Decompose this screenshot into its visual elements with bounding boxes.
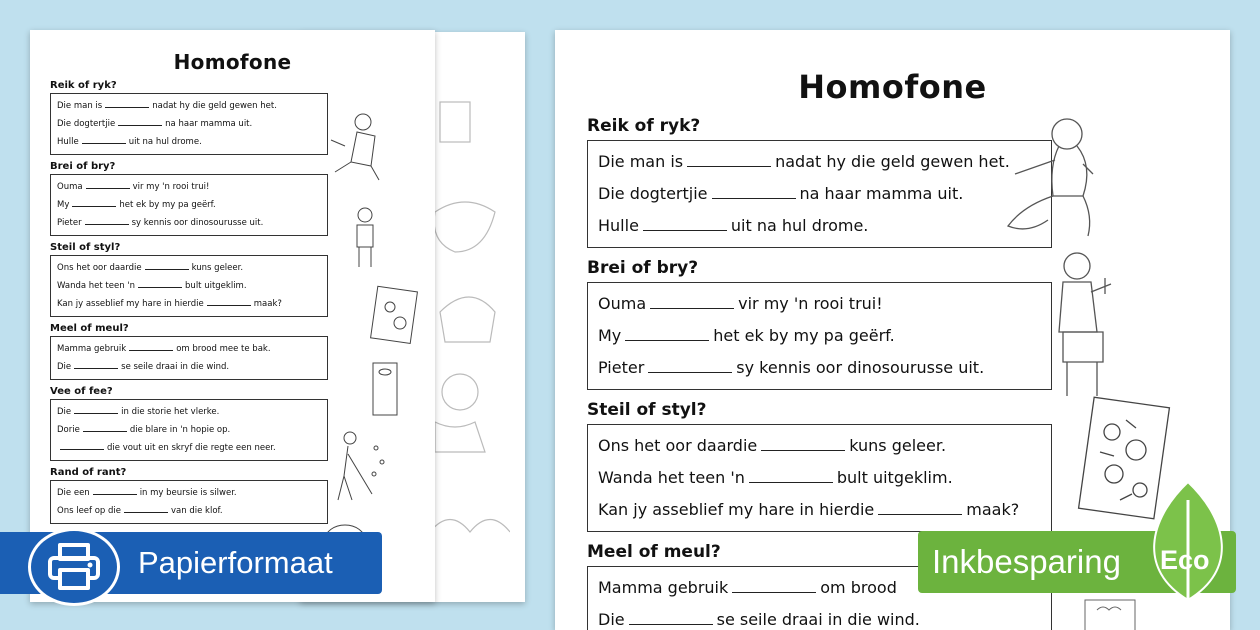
- sentence-start: Pieter: [598, 358, 645, 377]
- sentence-line: [57, 295, 321, 313]
- exercise-box: [587, 140, 1052, 248]
- sentence-end: vir my 'n rooi trui!: [132, 182, 210, 192]
- exercise-box: [50, 399, 328, 461]
- child-thinking-illustration: [995, 112, 1105, 252]
- sentence-start: Ons het oor daardie: [57, 263, 142, 273]
- sentence-end: die blare in 'n hopie op.: [129, 425, 231, 435]
- sentence-start: My: [57, 200, 70, 210]
- ink-saving-label: Inkbesparing: [932, 543, 1121, 580]
- page-title: Homofone: [798, 68, 987, 106]
- sentence-start: Dorie: [57, 425, 80, 435]
- child-thinking-illustration: [325, 110, 385, 190]
- sentence-start: Ouma: [598, 294, 647, 313]
- section-heading: Steil of styl?: [587, 400, 707, 420]
- sentence-line: [598, 462, 1041, 494]
- sentence-end: uit na hul drome.: [730, 216, 869, 235]
- answer-blank[interactable]: [650, 293, 734, 309]
- answer-blank[interactable]: [60, 441, 104, 450]
- sentence-end: sy kennis oor dinosourusse uit.: [131, 218, 264, 228]
- sentence-line: [598, 146, 1041, 178]
- knitting-boy-illustration: [1045, 248, 1125, 408]
- sentence-line: [57, 358, 321, 376]
- printer-icon: [28, 528, 120, 606]
- sentence-line: [57, 484, 321, 502]
- sentence-end: in my beursie is silwer.: [139, 488, 237, 498]
- sentence-line: [598, 178, 1041, 210]
- sentence-start: Die dogtertjie: [57, 119, 116, 129]
- worksheet-thumbnail: [30, 30, 435, 602]
- sentence-start: Die man is: [57, 101, 103, 111]
- sentence-line: [57, 439, 321, 457]
- sweeping-person-illustration: [330, 428, 390, 508]
- sentence-end: om brood: [820, 578, 897, 597]
- answer-blank[interactable]: [687, 151, 771, 167]
- answer-blank[interactable]: [643, 215, 727, 231]
- sentence-end: vir my 'n rooi trui!: [738, 294, 883, 313]
- exercise-box: [50, 480, 328, 524]
- answer-blank[interactable]: [749, 467, 833, 483]
- sentence-start: Die een: [57, 488, 90, 498]
- answer-blank[interactable]: [83, 423, 127, 432]
- answer-blank[interactable]: [105, 99, 149, 108]
- answer-blank[interactable]: [85, 216, 129, 225]
- exercise-box: [50, 93, 328, 155]
- sentence-line: [57, 178, 321, 196]
- sentence-end: het ek by my pa geërf.: [713, 326, 895, 345]
- sentence-start: Mamma gebruik: [57, 344, 127, 354]
- sentence-start: Ons het oor daardie: [598, 436, 758, 455]
- sentence-line: [598, 288, 1041, 320]
- paper-format-badge[interactable]: [0, 532, 382, 594]
- sentence-line: [57, 502, 321, 520]
- sentence-start: Hulle: [57, 137, 79, 147]
- section-heading: Brei of bry?: [587, 258, 699, 278]
- exercise-box: [587, 282, 1052, 390]
- sentence-line: [598, 352, 1041, 384]
- art-canvas-illustration: [370, 285, 420, 345]
- sentence-start: My: [598, 326, 622, 345]
- section-heading: Meel of meul?: [50, 323, 129, 334]
- sentence-line: [57, 277, 321, 295]
- sentence-line: [598, 430, 1041, 462]
- sentence-end: sy kennis oor dinosourusse uit.: [736, 358, 985, 377]
- section-heading: Steil of styl?: [50, 242, 121, 253]
- sentence-start: Mamma gebruik: [598, 578, 729, 597]
- answer-blank[interactable]: [629, 609, 713, 625]
- sentence-line: [57, 97, 321, 115]
- answer-blank[interactable]: [118, 117, 162, 126]
- answer-blank[interactable]: [761, 435, 845, 451]
- sentence-start: Die: [57, 362, 72, 372]
- section-heading: Reik of ryk?: [50, 80, 117, 91]
- sentence-end: uit na hul drome.: [128, 137, 202, 147]
- sentence-line: [57, 259, 321, 277]
- paper-format-label: Papierformaat: [138, 545, 333, 580]
- answer-blank[interactable]: [625, 325, 709, 341]
- sentence-start: Die man is: [598, 152, 684, 171]
- sentence-end: het ek by my pa geërf.: [119, 200, 216, 210]
- sentence-end: nadat hy die geld gewen het.: [775, 152, 1010, 171]
- answer-blank[interactable]: [82, 135, 126, 144]
- section-heading: Brei of bry?: [50, 161, 116, 172]
- section-heading: Reik of ryk?: [587, 116, 701, 136]
- exercise-box: [50, 255, 328, 317]
- sentence-start: Wanda het teen 'n: [57, 281, 136, 291]
- answer-blank[interactable]: [207, 297, 251, 306]
- answer-blank[interactable]: [145, 261, 189, 270]
- sentence-end: kuns geleer.: [849, 436, 947, 455]
- sentence-start: Pieter: [57, 218, 82, 228]
- sentence-start: Die: [57, 407, 72, 417]
- flour-bag-illustration: [370, 360, 400, 420]
- answer-blank[interactable]: [138, 279, 182, 288]
- sentence-end: van die klof.: [171, 506, 223, 516]
- exercise-box: [50, 336, 328, 380]
- answer-blank[interactable]: [129, 342, 173, 351]
- sentence-end: in die storie het vlerke.: [121, 407, 220, 417]
- sentence-end: se seile draai in die wind.: [121, 362, 230, 372]
- sentence-line: [598, 494, 1041, 526]
- answer-blank[interactable]: [878, 499, 962, 515]
- sentence-start: Die: [598, 610, 625, 629]
- answer-blank[interactable]: [712, 183, 796, 199]
- eco-leaf-label: Eco: [1160, 545, 1210, 575]
- answer-blank[interactable]: [732, 577, 816, 593]
- sentence-end: na haar mamma uit.: [165, 119, 253, 129]
- sentence-end: om brood mee te bak.: [176, 344, 271, 354]
- sentence-start: Die dogtertjie: [598, 184, 708, 203]
- sentence-line: [57, 115, 321, 133]
- sentence-start: Hulle: [598, 216, 639, 235]
- answer-blank[interactable]: [86, 180, 130, 189]
- small-title: Homofone: [173, 50, 292, 74]
- sentence-end: maak?: [253, 299, 282, 309]
- sentence-line: [57, 340, 321, 358]
- sentence-start: Ouma: [57, 182, 83, 192]
- answer-blank[interactable]: [93, 486, 137, 495]
- sentence-line: [57, 196, 321, 214]
- section-heading: Meel of meul?: [587, 542, 721, 562]
- sentence-end: bult uitgeklim.: [836, 468, 953, 487]
- faded-illustrations: [430, 92, 510, 572]
- sentence-line: [598, 320, 1041, 352]
- knitting-boy-illustration: [345, 205, 385, 275]
- section-heading: Rand of rant?: [50, 467, 127, 478]
- answer-blank[interactable]: [74, 405, 118, 414]
- section-heading: Vee of fee?: [50, 386, 113, 397]
- sentence-line: [598, 210, 1041, 242]
- sentence-end: maak?: [966, 500, 1020, 519]
- sentence-end: se seile draai in die wind.: [716, 610, 920, 629]
- sentence-end: na haar mamma uit.: [799, 184, 964, 203]
- answer-blank[interactable]: [124, 504, 168, 513]
- sentence-start: Kan jy asseblief my hare in hierdie: [598, 500, 875, 519]
- answer-blank[interactable]: [74, 360, 118, 369]
- exercise-box: [50, 174, 328, 236]
- answer-blank[interactable]: [648, 357, 732, 373]
- sentence-line: [57, 403, 321, 421]
- exercise-box: [587, 424, 1052, 532]
- sentence-line: [57, 214, 321, 232]
- sentence-line: [598, 604, 1041, 630]
- sentence-end: die vout uit en skryf die regte een neer.: [107, 443, 276, 453]
- sentence-start: Ons leef op die: [57, 506, 122, 516]
- sentence-end: kuns geleer.: [191, 263, 244, 273]
- sentence-start: Kan jy asseblief my hare in hierdie: [57, 299, 204, 309]
- flour-bag-illustration: [1075, 590, 1145, 630]
- sentence-line: [57, 421, 321, 439]
- sentence-end: bult uitgeklim.: [185, 281, 247, 291]
- sentence-start: Wanda het teen 'n: [598, 468, 745, 487]
- sentence-end: nadat hy die geld gewen het.: [152, 101, 277, 111]
- answer-blank[interactable]: [72, 198, 116, 207]
- sentence-line: [57, 133, 321, 151]
